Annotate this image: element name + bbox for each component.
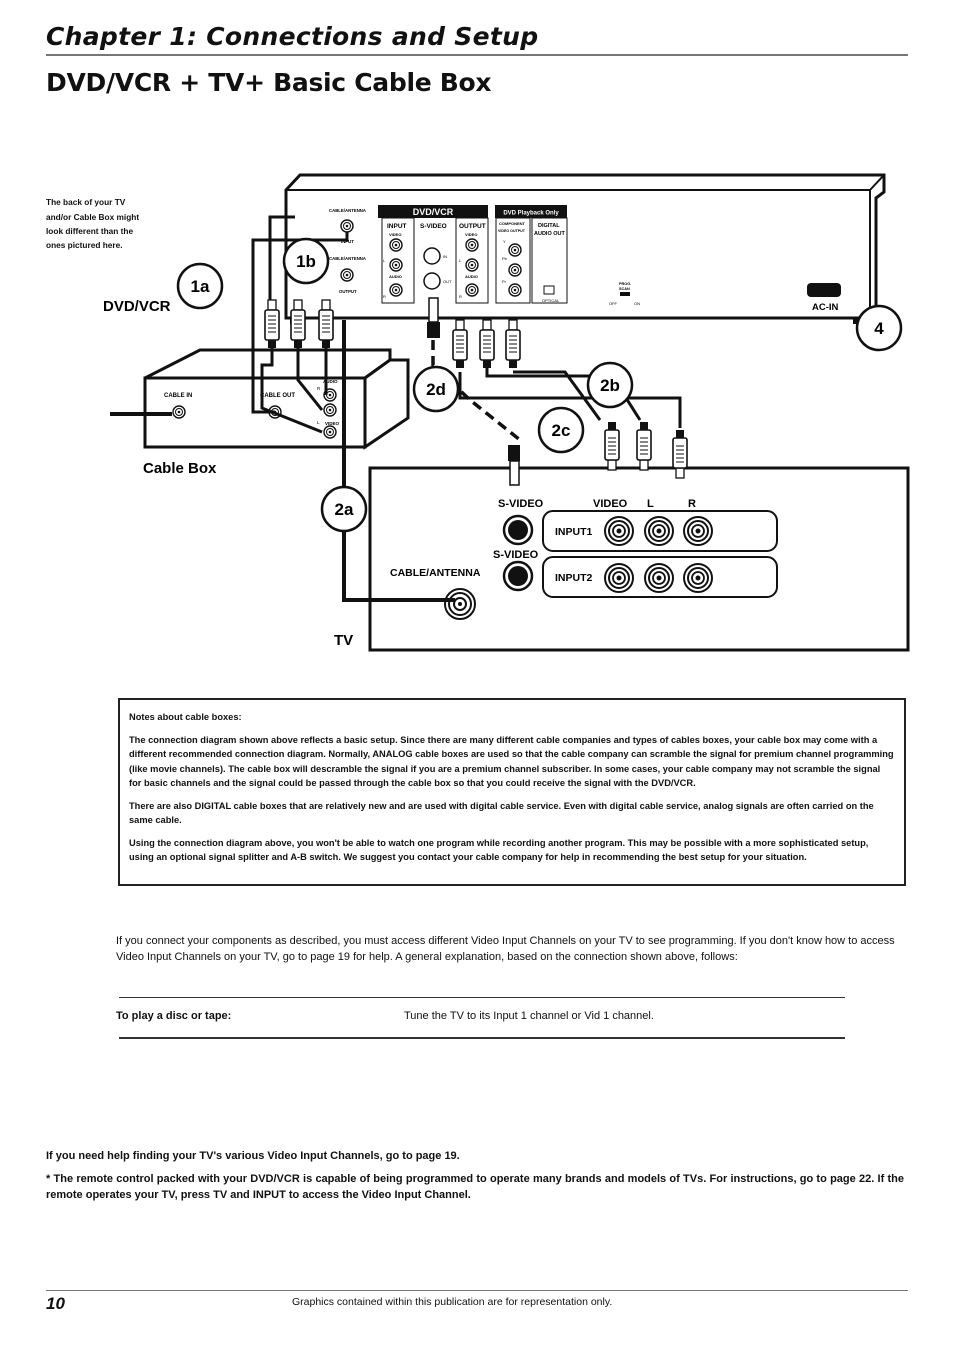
dvdvcr-brand-label: DVD/VCR [412, 207, 454, 217]
dvd-input-section-label: INPUT [387, 223, 407, 230]
play-instruction-value: Tune the TV to its Input 1 channel or Vid 1 channel. [404, 1010, 654, 1022]
notes-paragraph-3: Using the connection diagram above, you won't be able to watch one program while recording another program. This may be possible with a more sophisticated setup, using an optional signal splitter and A-B switch. We suggest you contact your cable company for help in recommending the best setup for your situation. [129, 837, 869, 862]
step-2b-badge: 2b [600, 376, 620, 395]
component-sub-label: VIDEO OUTPUT [498, 229, 525, 233]
component-pr-label: Pr [502, 279, 506, 284]
tv-back-note-line4: ones pictured here. [46, 240, 123, 250]
cable-box-audio-label: AUDIO [323, 379, 338, 384]
dvd-cable-antenna-label: CABLE/ANTENNA [329, 208, 366, 213]
tv-video-label: VIDEO [593, 498, 628, 510]
step-4-badge: 4 [874, 319, 884, 338]
component-label: COMPONENT [499, 221, 525, 226]
tv-input2-label: INPUT2 [555, 572, 593, 584]
step-2a-badge: 2a [334, 500, 354, 519]
dvd-rf-input-label: INPUT [341, 239, 354, 244]
dvd-s-video-out-label: OUT [443, 279, 452, 284]
step-1b-badge: 1b [296, 252, 316, 271]
component-pb-label: Pb [502, 256, 507, 261]
page-number: 10 [46, 1294, 65, 1313]
dvd-output-section-label: OUTPUT [459, 223, 486, 230]
tv-cable-antenna-label: CABLE/ANTENNA [390, 567, 481, 579]
cable-box [145, 350, 408, 447]
dvd-rf-output-label: OUTPUT [339, 289, 357, 294]
tv-back-note-line1: The back of your TV [46, 197, 126, 207]
step-2d-badge: 2d [426, 380, 446, 399]
tv-panel [370, 468, 908, 650]
help-note: If you need help finding your TV's various Video Input Channels, go to page 19. [46, 1150, 460, 1162]
prog-scan-off-label: OFF [609, 301, 617, 306]
cable-out-label: CABLE OUT [260, 393, 295, 399]
dvd-input-video-label: VIDEO [389, 232, 402, 237]
tv-l-label: L [647, 498, 654, 510]
cable-box-l-label: L [317, 420, 320, 425]
notes-paragraph-1: The connection diagram shown above reflects a basic setup. Since there are many different cable companies and types of cables boxes, your cable box may come with a different recommended connection diagram. Normally, ANALOG cable boxes are used so that the cable company can scramble the signal for premium channel programming (like movie channels). The cable box will descramble the signal if you are a premium channel subscriber. In some cases, your cable company may not scramble the signal for basic channels and the signal could be passed through the cable box so that you could receive the signal with the DVD/VCR. [129, 734, 894, 788]
cable-box-notes [118, 698, 906, 886]
dvd-output-video-label: VIDEO [465, 232, 478, 237]
tv-r-label: R [688, 498, 696, 510]
prog-label: PROG. [619, 282, 632, 286]
dvdvcr-back-panel [286, 175, 884, 324]
cable-box-device-label: Cable Box [143, 460, 217, 477]
tv-device-label: TV [334, 632, 354, 649]
tv-s-video-label-1: S-VIDEO [498, 498, 544, 510]
step-2c-badge: 2c [551, 421, 571, 440]
dvd-s-video-in-label: IN [443, 254, 447, 259]
footer-divider [46, 1290, 908, 1291]
component-y-label: Y [503, 239, 506, 244]
ac-in-label: AC-IN [812, 302, 839, 313]
notes-heading: Notes about cable boxes: [129, 712, 242, 722]
ac-in-socket [807, 283, 841, 297]
tv-s-video-label-2: S-VIDEO [493, 549, 539, 561]
dvd-cable-antenna-label-2: CABLE/ANTENNA [329, 256, 366, 261]
dvd-s-video-label: S-VIDEO [420, 223, 447, 230]
digital-label: DIGITAL [538, 223, 560, 229]
audio-out-label: AUDIO OUT [534, 231, 565, 237]
footer-note: Graphics contained within this publication are for representation only. [292, 1296, 613, 1308]
prog-scan-switch [620, 292, 630, 296]
notes-paragraph-2: There are also DIGITAL cable boxes that are relatively new and are used with digital cable service. Even with digital cable service, analog signals are often carried on the same cable. [129, 800, 874, 825]
dvd-output-r-label: R [459, 294, 462, 299]
remote-note: * The remote control packed with your DVD/VCR is capable of being programmed to operate many brands and models of TVs. For instructions, go to page 22. If the remote operates your TV, press TV and INPUT to access the Video Input Channel. [46, 1173, 904, 1201]
step-1a-badge: 1a [190, 277, 210, 296]
dvd-output-l-label: L [459, 258, 462, 263]
cable-box-video-label: VIDEO [325, 421, 340, 426]
optical-label: OPTICAL [542, 298, 560, 303]
dvd-playback-only-label: DVD Playback Only [503, 210, 559, 217]
play-instruction-label: To play a disc or tape: [116, 1010, 232, 1022]
cable-in-label: CABLE IN [164, 393, 193, 399]
tv-back-note-line2: and/or Cable Box might [46, 212, 140, 222]
tv-back-note-line3: look different than the [46, 226, 134, 236]
dvd-input-audio-label: AUDIO [389, 274, 402, 279]
tv-input1-label: INPUT1 [555, 526, 593, 538]
prog-scan-on-label: ON [634, 301, 640, 306]
intro-paragraph: If you connect your components as described, you must access different Video Input Channels on your TV to see programming. If you don't know how to access Video Input Channels on your TV, go to page 19 for help. A general explanation, based on the connection shown above, follows: [116, 935, 895, 963]
dvd-input-l-label: L [383, 258, 386, 263]
dvd-output-audio-label: AUDIO [465, 274, 478, 279]
page-title: DVD/VCR + TV+ Basic Cable Box [46, 68, 492, 97]
cable-box-r-label: R [317, 386, 321, 391]
dvdvcr-device-label: DVD/VCR [103, 298, 171, 315]
optical-port-icon [544, 286, 554, 294]
dvd-input-r-label: R [383, 294, 386, 299]
chapter-title: Chapter 1: Connections and Setup [46, 22, 539, 51]
scan-label: SCAN [619, 287, 630, 291]
